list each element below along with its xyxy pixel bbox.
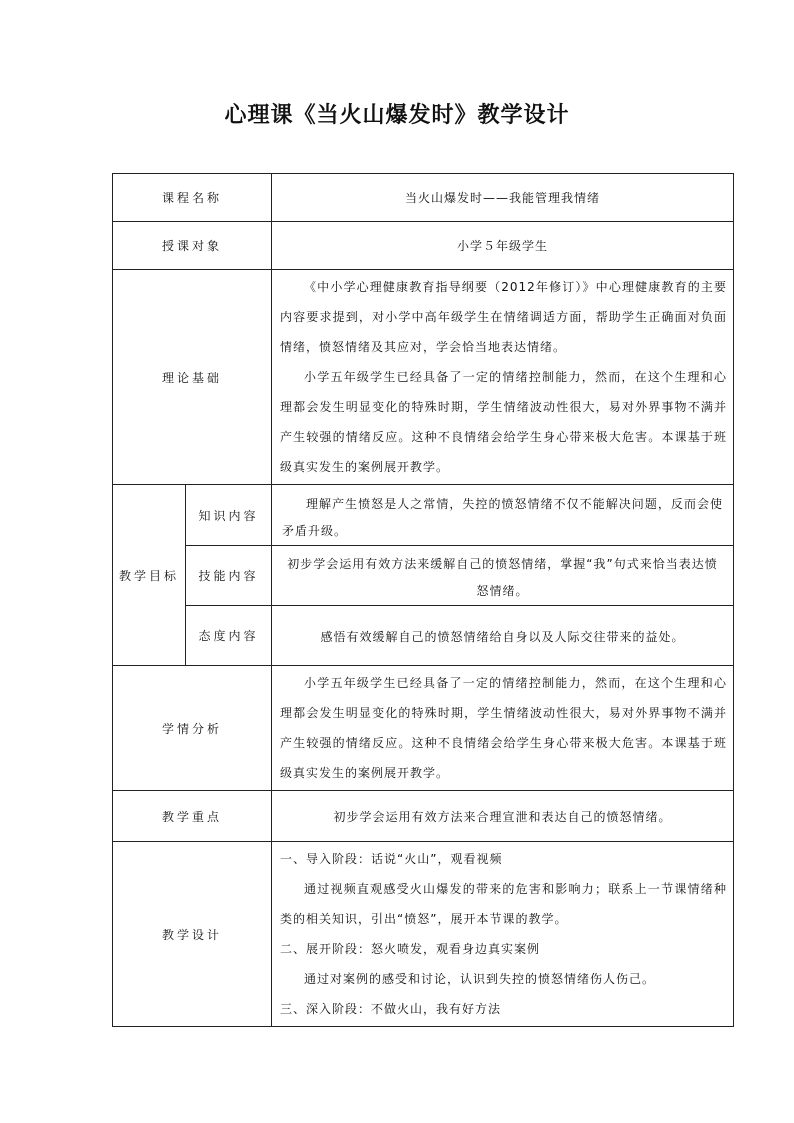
objective-text-attitude bbox=[272, 606, 734, 666]
analysis-content bbox=[272, 666, 734, 791]
objective-knowledge-text: 理解产生愤怒是人之常情，失控的愤怒情绪不仅不能解决问题，反而会使矛盾升级。 bbox=[282, 497, 724, 538]
design-stage2-title: 二、展开阶段：怒火喷发，观看身边真实案例 bbox=[280, 942, 541, 956]
key-point-value: 初步学会运用有效方法来合理宣泄和表达自己的愤怒情绪。 bbox=[272, 791, 734, 842]
row-audience bbox=[113, 222, 734, 270]
row-objective-knowledge bbox=[113, 485, 734, 546]
objective-label-attitude: 态度内容 bbox=[186, 606, 272, 666]
key-point-label: 教学重点 bbox=[113, 791, 272, 842]
theory-paragraph-1: 《中小学心理健康教育指导纲要（2012年修订）》中心理健康教育的主要内容要求提到，对小学中高年级学生在情绪调适方面，帮助学生正确面对负面情绪，愤怒情绪及其应对，学会恰当地表达情绪。 bbox=[280, 280, 728, 354]
audience-label: 授课对象 bbox=[113, 222, 272, 270]
design-content bbox=[272, 842, 734, 1027]
page-title: 心理课《当火山爆发时》教学设计 bbox=[224, 103, 570, 128]
analysis-paragraph: 小学五年级学生已经具备了一定的情绪控制能力，然而，在这个生理和心理都会发生明显变化的特殊时期，学生情绪波动性很大，易对外界事物不满并产生较强的情绪反应。这种不良情绪会给学生身心带来极大危害。本课基于班级真实发生的案例展开教学。 bbox=[280, 676, 728, 780]
objective-text-knowledge bbox=[272, 485, 734, 546]
design-stage1-title: 一、导入阶段：话说“火山”，观看视频 bbox=[280, 852, 503, 866]
design-stage2-text: 通过对案例的感受和讨论，认识到失控的愤怒情绪伤人伤己。 bbox=[304, 972, 656, 986]
theory-label: 理论基础 bbox=[113, 270, 272, 485]
row-theory bbox=[113, 270, 734, 485]
objective-label-knowledge: 知识内容 bbox=[186, 485, 272, 546]
objective-attitude-text: 感悟有效缓解自己的愤怒情绪给自身以及人际交往带来的益处。 bbox=[320, 630, 685, 644]
lesson-plan-table bbox=[112, 173, 734, 1027]
course-name-label: 课程名称 bbox=[113, 174, 272, 222]
row-analysis bbox=[113, 666, 734, 791]
objectives-label: 教学目标 bbox=[113, 485, 186, 666]
audience-value: 小学５年级学生 bbox=[272, 222, 734, 270]
design-stage1-text: 通过视频直观感受火山爆发的带来的危害和影响力；联系上一节课情绪种类的相关知识，引出“愤怒”，展开本节课的教学。 bbox=[280, 882, 728, 926]
theory-paragraph-2: 小学五年级学生已经具备了一定的情绪控制能力，然而，在这个生理和心理都会发生明显变化的特殊时期，学生情绪波动性很大，易对外界事物不满并产生较强的情绪反应。这种不良情绪会给学生身心带来极大危害。本课基于班级真实发生的案例展开教学。 bbox=[280, 370, 728, 474]
objective-skill-text: 初步学会运用有效方法来缓解自己的愤怒情绪，掌握“我”句式来恰当表达愤怒情绪。 bbox=[287, 556, 718, 598]
row-course-name bbox=[113, 174, 734, 222]
analysis-label: 学情分析 bbox=[113, 666, 272, 791]
row-design bbox=[113, 842, 734, 1027]
design-label: 教学设计 bbox=[113, 842, 272, 1027]
course-name-value: 当火山爆发时——我能管理我情绪 bbox=[272, 174, 734, 222]
theory-content bbox=[272, 270, 734, 485]
objective-label-skill: 技能内容 bbox=[186, 546, 272, 606]
row-objective-attitude bbox=[113, 606, 734, 666]
row-key-point bbox=[113, 791, 734, 842]
objective-text-skill bbox=[272, 546, 734, 606]
design-stage3-title: 三、深入阶段：不做火山，我有好方法 bbox=[280, 1002, 502, 1016]
row-objective-skill bbox=[113, 546, 734, 606]
